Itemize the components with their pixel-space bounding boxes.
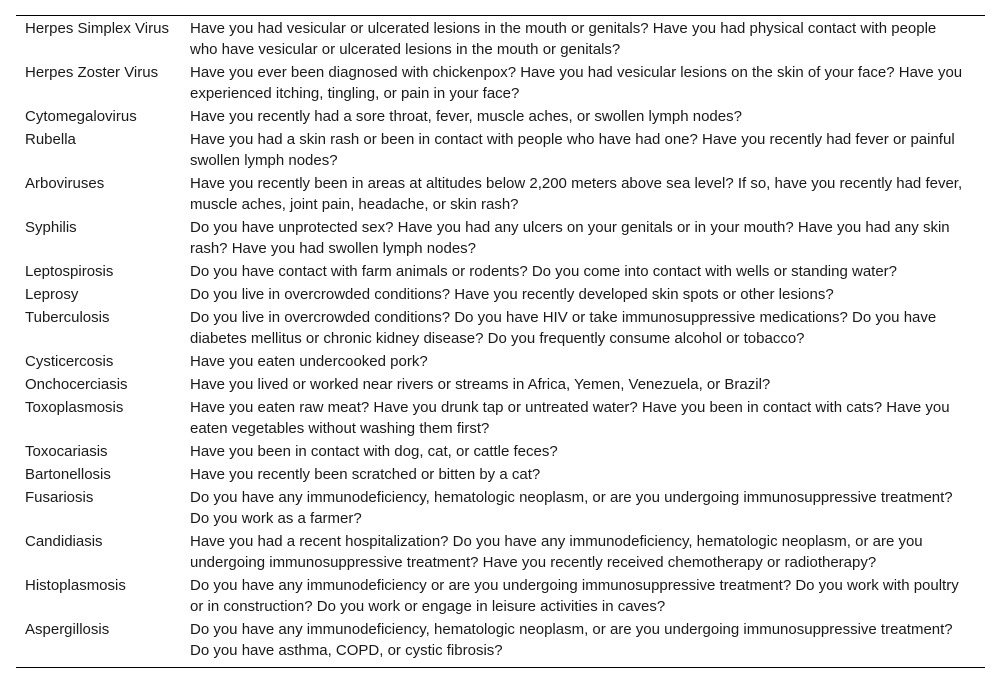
pathogen-name: Histoplasmosis: [25, 577, 126, 594]
pathogen-name: Onchocerciasis: [25, 376, 128, 393]
table-row: [16, 284, 985, 307]
pathogen-name: Toxocariasis: [25, 443, 108, 460]
table-row: [16, 129, 985, 173]
screening-questions: Have you ever been diagnosed with chickenpox? Have you had vesicular lesions on the skin of your face? Have you experienced itching, tingling, or pain in your face?: [190, 64, 963, 102]
table-row: [16, 464, 985, 487]
screening-questions: Have you eaten undercooked pork?: [190, 353, 428, 370]
pathogen-questions-table: [16, 15, 985, 668]
table-row: [16, 173, 985, 217]
pathogen-name: Leptospirosis: [25, 263, 114, 280]
pathogen-name: Arboviruses: [25, 175, 105, 192]
screening-questions: Do you live in overcrowded conditions? Do you have HIV or take immunosuppressive medications? Do you have diabetes mellitus or chronic kidney disease? Do you frequently consume alcohol or tobacco?: [190, 309, 937, 347]
table-row: [16, 397, 985, 441]
screening-questions: Do you have contact with farm animals or rodents? Do you come into contact with wells or standing water?: [190, 263, 898, 280]
pathogen-name: Herpes Simplex Virus: [25, 20, 169, 37]
table-row: [16, 261, 985, 284]
pathogen-name: Herpes Zoster Virus: [25, 64, 159, 81]
screening-questions: Have you recently had a sore throat, fever, muscle aches, or swollen lymph nodes?: [190, 108, 742, 125]
table-row: [16, 18, 985, 62]
pathogen-name: Cytomegalovirus: [25, 108, 137, 125]
table-row: [16, 487, 985, 531]
table-row: [16, 106, 985, 129]
screening-questions: Do you live in overcrowded conditions? Have you recently developed skin spots or other lesions?: [190, 286, 834, 303]
screening-questions: Do you have any immunodeficiency, hematologic neoplasm, or are you undergoing immunosuppressive treatment? Do you have asthma, COPD, or cystic fibrosis?: [190, 621, 953, 659]
questions-table: [16, 18, 985, 663]
screening-questions: Have you recently been scratched or bitten by a cat?: [190, 466, 541, 483]
pathogen-name: Aspergillosis: [25, 621, 110, 638]
screening-questions: Have you eaten raw meat? Have you drunk tap or untreated water? Have you been in contact with cats? Have you eaten vegetables without washing them first?: [190, 399, 950, 437]
table-row: [16, 217, 985, 261]
table-row: [16, 374, 985, 397]
table-row: [16, 351, 985, 374]
screening-questions: Have you recently been in areas at altitudes below 2,200 meters above sea level? If so, have you recently had fever, muscle aches, joint pain, headache, or skin rash?: [190, 175, 963, 213]
pathogen-name: Syphilis: [25, 219, 77, 236]
table-row: [16, 575, 985, 619]
pathogen-name: Bartonellosis: [25, 466, 111, 483]
pathogen-name: Tuberculosis: [25, 309, 110, 326]
screening-questions: Do you have any immunodeficiency, hematologic neoplasm, or are you undergoing immunosuppressive treatment? Do you work as a farmer?: [190, 489, 953, 527]
table-row: [16, 62, 985, 106]
table-row: [16, 307, 985, 351]
screening-questions: Have you lived or worked near rivers or streams in Africa, Yemen, Venezuela, or Brazil?: [190, 376, 771, 393]
pathogen-name: Rubella: [25, 131, 76, 148]
table-row: [16, 619, 985, 663]
pathogen-name: Fusariosis: [25, 489, 94, 506]
pathogen-name: Candidiasis: [25, 533, 103, 550]
table-row: [16, 441, 985, 464]
screening-questions: Have you had a skin rash or been in contact with people who have had one? Have you recently had fever or painful swollen lymph nodes?: [190, 131, 955, 169]
pathogen-name: Leprosy: [25, 286, 79, 303]
table-row: [16, 531, 985, 575]
screening-questions: Do you have unprotected sex? Have you had any ulcers on your genitals or in your mouth? Have you had any skin rash? Have you had swollen lymph nodes?: [190, 219, 950, 257]
screening-questions: Have you been in contact with dog, cat, or cattle feces?: [190, 443, 558, 460]
table-body: [16, 18, 985, 663]
pathogen-name: Toxoplasmosis: [25, 399, 124, 416]
screening-questions: Have you had a recent hospitalization? Do you have any immunodeficiency, hematologic neoplasm, or are you undergoing immunosuppressive treatment? Have you recently received chemotherapy or radiotherapy?: [190, 533, 923, 571]
screening-questions: Do you have any immunodeficiency or are you undergoing immunosuppressive treatment? Do you work with poultry or in construction? Do you work or engage in leisure activities in caves?: [190, 577, 959, 615]
screening-questions: Have you had vesicular or ulcerated lesions in the mouth or genitals? Have you had physical contact with people who have vesicular or ulcerated lesions in the mouth or genitals?: [190, 20, 937, 58]
pathogen-name: Cysticercosis: [25, 353, 114, 370]
